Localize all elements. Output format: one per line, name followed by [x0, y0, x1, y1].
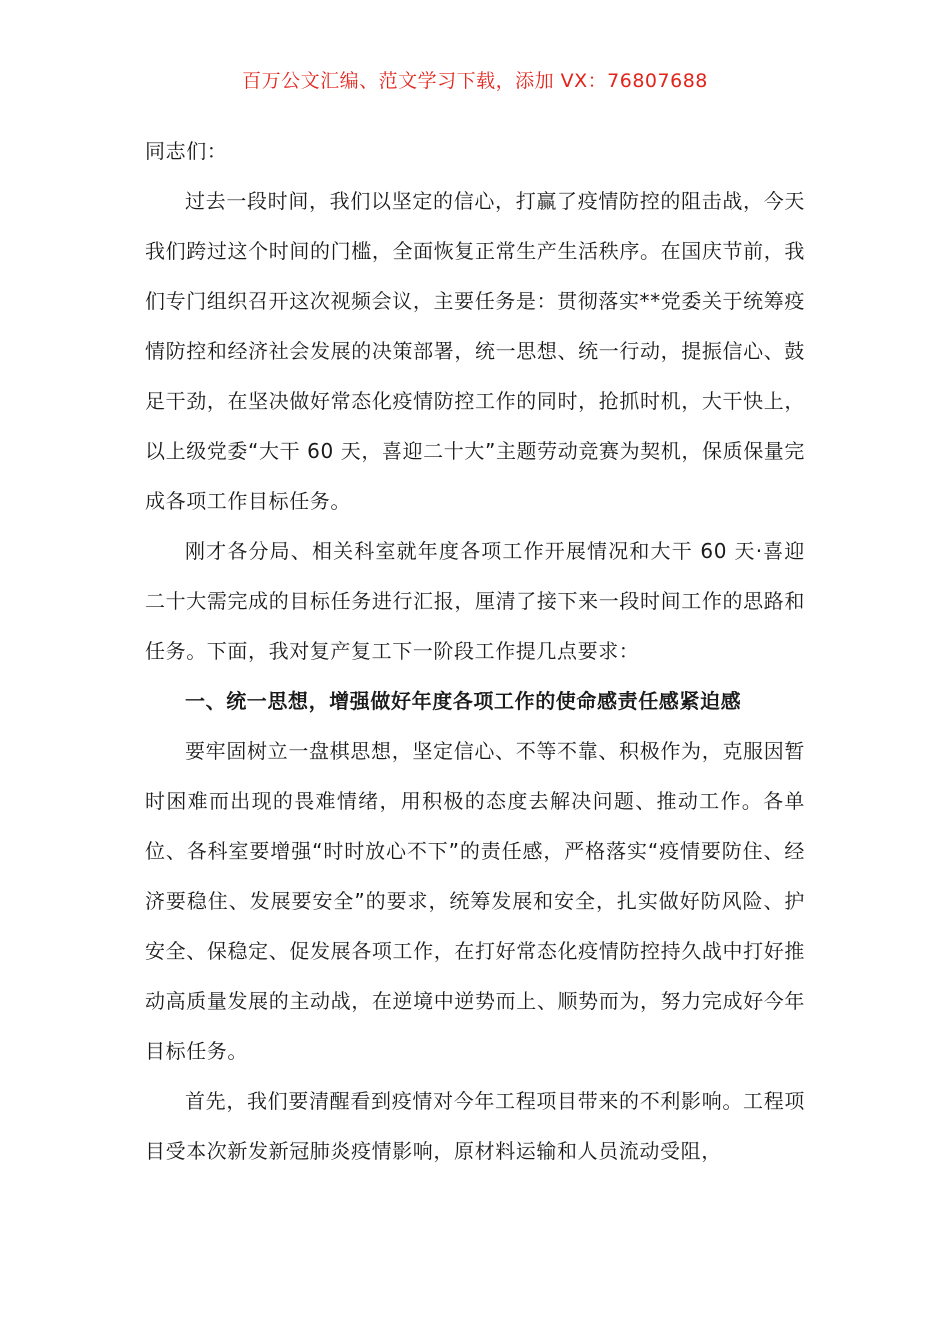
section-paragraph-2: 首先，我们要清醒看到疫情对今年工程项目带来的不利影响。工程项目受本次新发新冠肺炎疫情影响，原材料运输和人员流动受阻， [145, 1089, 805, 1163]
salutation: 同志们： [145, 139, 228, 163]
header-banner: 百万公文汇编、范文学习下载，添加 VX：76807688 [242, 70, 708, 92]
document-body [145, 126, 805, 1176]
paragraph-2: 刚才各分局、相关科室就年度各项工作开展情况和大干 60 天·喜迎二十大需完成的目标任务进行汇报，厘清了接下来一段时间工作的思路和任务。下面，我对复产复工下一阶段工作提几点要求： [145, 539, 805, 663]
section-paragraph-1: 要牢固树立一盘棋思想，坚定信心、不等不靠、积极作为，克服因暂时困难而出现的畏难情绪，用积极的态度去解决问题、推动工作。各单位、各科室要增强“时时放心不下”的责任感，严格落实“疫情要防住、经济要稳住、发展要安全”的要求，统筹发展和安全，扎实做好防风险、护安全、保稳定、促发展各项工作，在打好常态化疫情防控持久战中打好推动高质量发展的主动战，在逆境中逆势而上、顺势而为，努力完成好今年目标任务。 [145, 739, 805, 1063]
section-heading: 一、统一思想，增强做好年度各项工作的使命感责任感紧迫感 [185, 689, 742, 713]
paragraph-1: 过去一段时间，我们以坚定的信心，打赢了疫情防控的阻击战，今天我们跨过这个时间的门槛，全面恢复正常生产生活秩序。在国庆节前，我们专门组织召开这次视频会议，主要任务是：贯彻落实**党委关于统筹疫情防控和经济社会发展的决策部署，统一思想、统一行动，提振信心、鼓足干劲，在坚决做好常态化疫情防控工作的同时，抢抓时机，大干快上，以上级党委“大干 60 天，喜迎二十大”主题劳动竞赛为契机，保质保量完成各项工作目标任务。 [145, 189, 805, 513]
